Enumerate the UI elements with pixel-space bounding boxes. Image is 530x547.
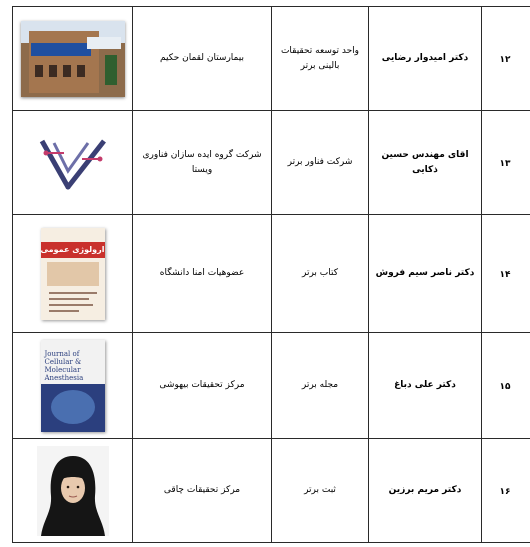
person-name: دکتر علی دباغ [394,380,456,390]
organization-cell [133,333,272,439]
portrait-photo [37,446,109,536]
award-text: کتاب برتر [301,268,339,278]
table-row [13,111,530,215]
row-number: ۱۴ [482,215,530,333]
organization-cell [133,111,272,215]
organization-text: بیمارستان لقمان حکیم [160,53,244,63]
award-cell [272,215,369,333]
row-number: ۱۲ [482,7,530,111]
row-number: ۱۳ [482,111,530,215]
book-title: ارولوژی عمومی [40,244,105,254]
organization-text: عضوهیات امنا دانشگاه [159,268,245,278]
organization-cell [133,215,272,333]
image-cell [13,215,133,333]
organization-text: مرکز تحقیقات بیهوشی [159,380,245,390]
award-text: ثبت برتر [304,485,336,495]
award-text: مجله برتر [301,380,339,390]
name-cell [369,439,482,543]
image-cell [13,333,133,439]
organization-text: مرکز تحقیقات چاقی [163,485,241,495]
award-text: واحد توسعه تحقیقات بالینی برتر [280,45,360,71]
hospital-photo [21,21,125,97]
journal-title: Journal of Cellular & Molecular Anesthesia [44,349,84,382]
row-number: ۱۵ [482,333,530,439]
book-cover [41,228,105,320]
organization-cell [133,7,272,111]
person-name: دکتر امیدوار رضایی [381,53,469,63]
award-cell [272,439,369,543]
organization-cell [133,439,272,543]
person-name: اقای مهندس حسین ذکایی [381,149,469,175]
person-name: دکتر مریم برزین [388,485,462,495]
table-row [13,333,530,439]
name-cell [369,7,482,111]
name-cell [369,333,482,439]
journal-cover [41,340,105,432]
table-row [13,7,530,111]
table-row [13,439,530,543]
vista-logo [38,133,108,193]
award-text: شرکت فناور برتر [287,157,353,167]
award-cell [272,111,369,215]
awards-table [12,6,530,543]
name-cell [369,215,482,333]
image-cell [13,7,133,111]
organization-text: شرکت گروه ایده سازان فناوری ویستا [142,149,262,175]
image-cell [13,111,133,215]
table-row [13,215,530,333]
image-cell [13,439,133,543]
person-name: دکتر ناصر سیم فروش [375,268,475,278]
award-cell [272,7,369,111]
row-number: ۱۶ [482,439,530,543]
award-cell [272,333,369,439]
name-cell [369,111,482,215]
